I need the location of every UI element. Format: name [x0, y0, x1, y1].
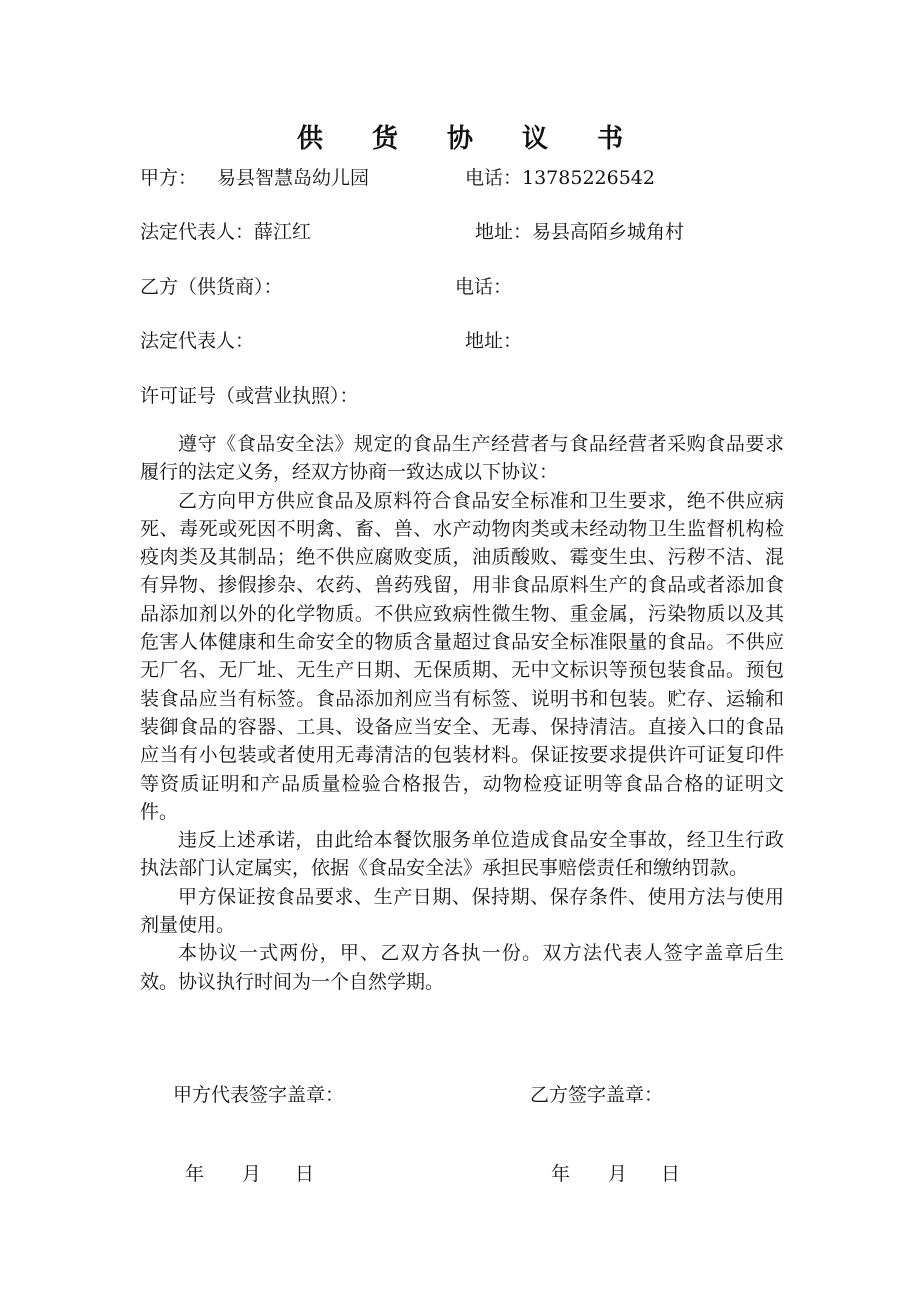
paragraph-party-a-usage: 甲方保证按食品要求、生产日期、保持期、保存条件、使用方法与使用剂量使用。	[140, 885, 784, 937]
party-a-rep-row	[140, 217, 685, 244]
party-a-name: 易县智慧岛幼儿园	[217, 167, 370, 189]
paragraph-intro: 遵守《食品安全法》规定的食品生产经营者与食品经营者采购食品要求履行的法定义务，经双方协商一致达成以下协议：	[140, 433, 784, 484]
paragraph-supply-terms: 乙方向甲方供应食品及原料符合食品安全标准和卫生要求，绝不供应病死、毒死或死因不明禽、畜、兽、水产动物肉类或未经动物卫生监督机构检疫肉类及其制品；绝不供应腐败变质，油质酸败、霉变生虫、污秽不洁、混有异物、掺假掺杂、农药、兽药残留，用非食品原料生产的食品或者添加食品添加剂以外的化学物质。不供应致病性微生物、重金属，污染物质以及其危害人体健康和生命安全的物质含量超过食品安全标准限量的食品。不供应无厂名、无厂址、无生产日期、无保质期、无中文标识等预包装食品。预包装食品应当有标签。食品添加剂应当有标签、说明书和包装。贮存、运输和装御食品的容器、工具、设备应当安全、无毒、保持清洁。直接入口的食品应当有小包装或者使用无毒清洁的包装材料。保证按要求提供许可证复印件等资质证明和产品质量检验合格报告，动物检疫证明等食品合格的证明文件。	[140, 489, 784, 823]
party-b-phone: 电话：	[455, 276, 513, 298]
party-b-date-day: 日	[661, 1163, 681, 1185]
party-b-rep-row	[140, 326, 523, 353]
document-title: 供 货 协 议 书	[296, 124, 644, 154]
license-label: 许可证号（或营业执照）：	[140, 385, 359, 407]
party-a-date-year: 年	[185, 1163, 205, 1185]
party-b-address: 地址：	[465, 330, 523, 352]
party-a-rep: 法定代表人：薛江红	[140, 221, 312, 243]
party-a-date	[185, 1159, 314, 1186]
party-a-address: 地址：易县高陌乡城角村	[475, 221, 685, 243]
party-a-label: 甲方：	[140, 167, 198, 189]
party-b-date	[551, 1159, 680, 1186]
party-b-date-month: 月	[608, 1163, 628, 1185]
party-b-rep: 法定代表人：	[140, 330, 255, 352]
paragraph-liability: 违反上述承诺，由此给本餐饮服务单位造成食品安全事故，经卫生行政执法部门认定属实，依据《食品安全法》承担民事赔偿责任和缴纳罚款。	[140, 829, 784, 880]
paragraph-effectiveness: 本协议一式两份，甲、乙双方各执一份。双方法代表人签字盖章后生效。协议执行时间为一个自然学期。	[140, 942, 784, 993]
agreement-body	[140, 430, 784, 996]
party-a-signature-label: 甲方代表签字盖章：	[173, 1084, 345, 1106]
party-a-phone: 电话：13785226542	[465, 167, 655, 189]
party-a-date-day: 日	[295, 1163, 315, 1185]
party-b-label: 乙方（供货商）：	[140, 276, 283, 298]
party-b-row	[140, 272, 513, 299]
license-row	[140, 381, 359, 408]
party-a-row	[140, 163, 655, 190]
party-b-signature-label: 乙方签字盖章：	[530, 1084, 664, 1106]
party-b-date-year: 年	[551, 1163, 571, 1185]
party-a-date-month: 月	[242, 1163, 262, 1185]
